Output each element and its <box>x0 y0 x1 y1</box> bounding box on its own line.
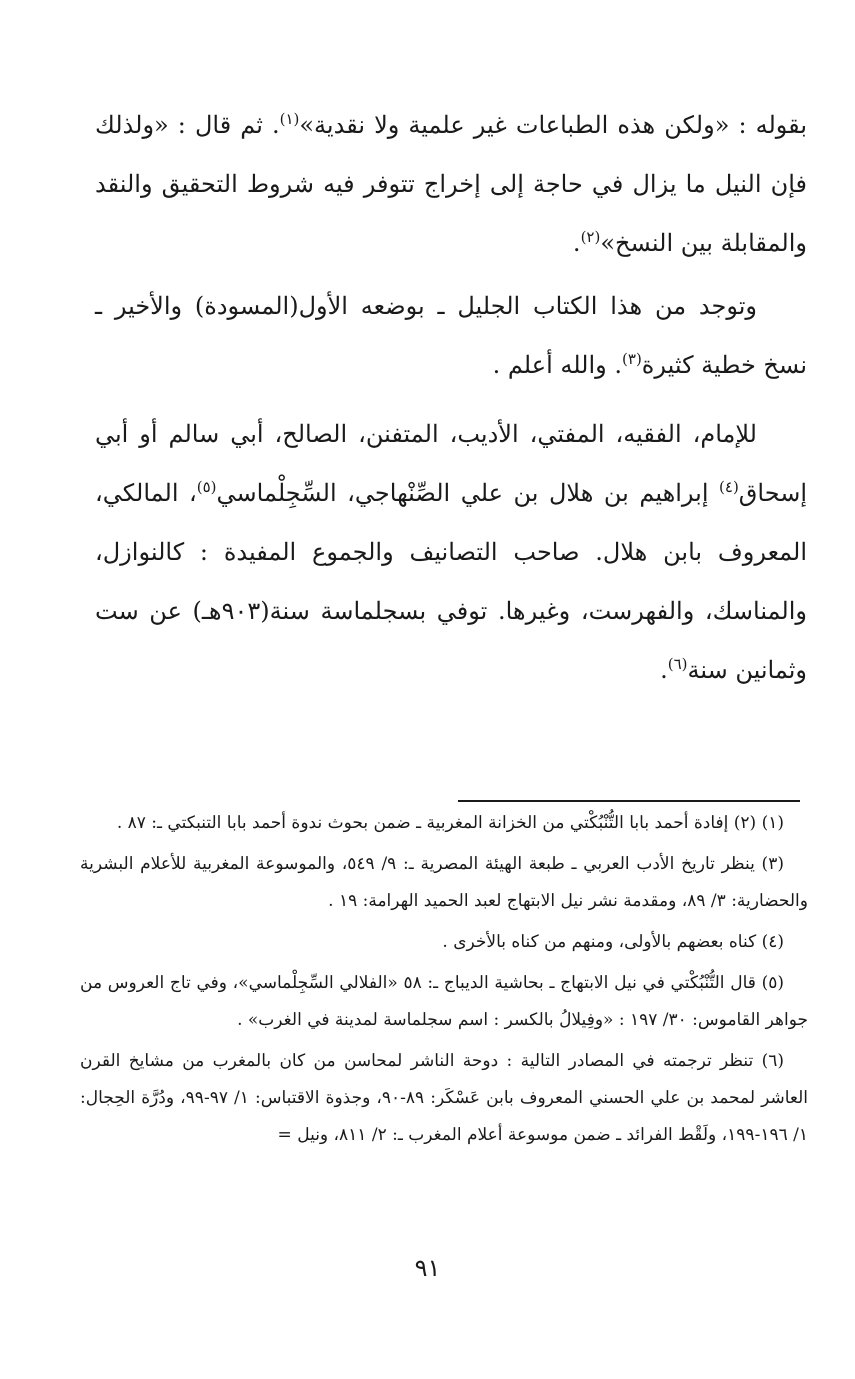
footnote-5: (٥) قال التُّنْبُكْتي في نيل الابتهاج ـ بحاشية الديباج ـ: ٥٨ «الفلالي السِّجِلْماسي»، وفي تاج العروس من جواهر القاموس: ٣٠/ ١٩٧ : «وفِيلالُ بالكسر : اسم سجلماسة لمدينة في الغرب» . <box>80 973 808 1030</box>
paragraph-1: بقوله : «ولكن هذه الطباعات غير علمية ولا نقدية»$^{(١)}$. ثم قال : «ولذلك فإن النيل ما يزال في حاجة إلى إخراج تتوفر فيه شروط التحقيق والنقد والمقابلة بين النسخ»$^{(٢)}$. <box>95 110 807 257</box>
footnote-ref-4[interactable]: (٤) <box>719 478 739 496</box>
footnote-4: (٤) كناه بعضهم بالأولى، ومنهم من كناه بالأخرى . <box>442 932 784 952</box>
footnote-6: (٦) تنظر ترجمته في المصادر التالية : دوحة الناشر لمحاسن من كان بالمغرب من مشايخ القرن العاشر لمحمد بن علي الحسني المعروف بابن عَسْكَر: ٨٩-٩٠، وجذوة الاقتباس: ١/ ٩٧-٩٩، ودُرَّة الحِجال: ١/ ١٩٦-١٩٩، ولَقْط الفرائد ـ ضمن موسوعة أعلام المغرب ـ: ٢/ ٨١١، ونيل = <box>80 1051 809 1145</box>
footnote-1-2: (١) (٢) إفادة أحمد بابا التُّنْبُكْتي من الخزانة المغربية ـ ضمن بحوث ندوة أحمد بابا التنبكتي ـ: ٨٧ . <box>116 813 784 833</box>
footnote-3: (٣) ينظر تاريخ الأدب العربي ـ طبعة الهيئة المصرية ـ: ٩/ ٥٤٩، والموسوعة المغربية للأعلام البشرية والحضارية: ٣/ ٨٩، ومقدمة نشر نيل الابتهاج لعبد الحميد الهرامة: ١٩ . <box>80 854 808 911</box>
footnotes <box>80 805 808 1158</box>
footnote-ref-6[interactable]: (٦) <box>667 655 688 673</box>
footnote-ref-5[interactable]: (٥) <box>196 478 217 496</box>
footnote-separator <box>458 800 800 802</box>
main-text <box>95 96 807 700</box>
paragraph-2: وتوجد من هذا الكتاب الجليل ـ بوضعه الأول(المسودة) والأخير ـ نسخ خطية كثيرة$^{(٣)}$. والله أعلم . <box>95 292 807 379</box>
footnote-ref-1[interactable]: (١) <box>279 110 300 128</box>
footnote-ref-2[interactable]: (٢) <box>580 228 601 246</box>
page-number: ٩١ <box>414 1254 441 1282</box>
footnote-ref-3[interactable]: (٣) <box>622 350 642 368</box>
paragraph-3: للإمام، الفقيه، المفتي، الأديب، المتفنن، الصالح، أبي سالم أو أبي إسحاق$^{(٤)}$ إبراهيم بن هلال بن علي الصِّنْهاجي، السِّجِلْماسي$^{(٥)}$، المالكي، المعروف بابن هلال. صاحب التصانيف والجموع المفيدة : كالنوازل، والمناسك، والفهرست، وغيرها. توفي بسجلماسة سنة(٩٠٣هـ) عن ست وثمانين سنة$^{(٦)}$. <box>95 420 808 684</box>
